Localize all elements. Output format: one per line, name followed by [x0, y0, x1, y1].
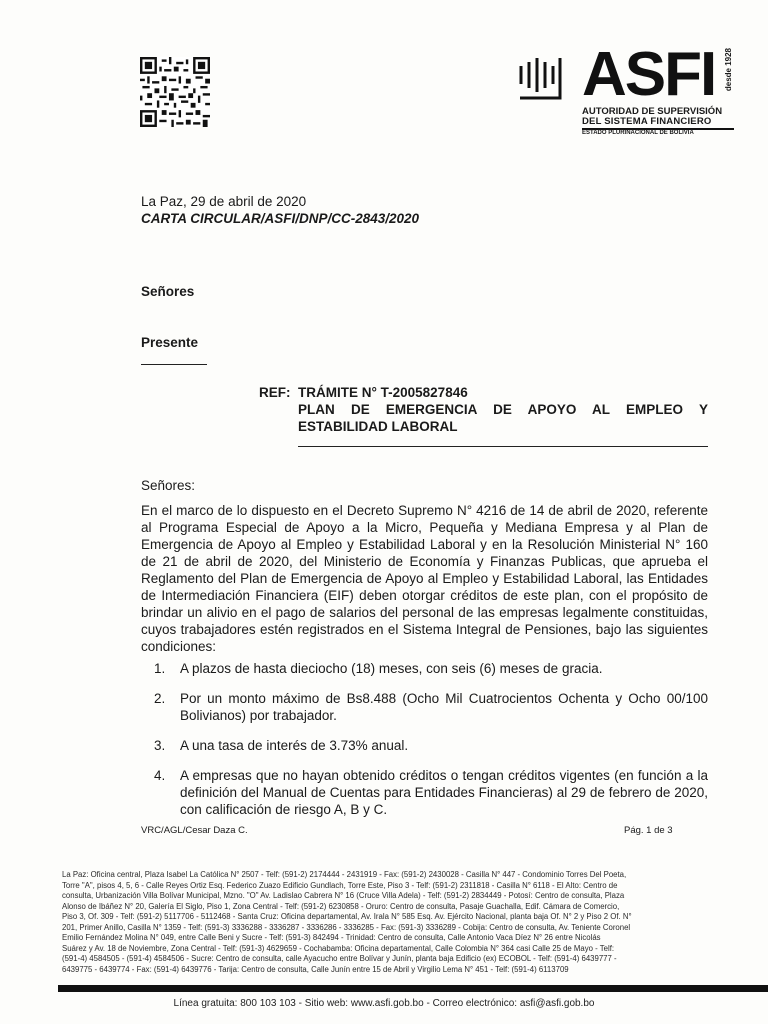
conditions-list: [141, 660, 708, 831]
list-item-text: A plazos de hasta dieciocho (18) meses, con seis (6) meses de gracia.: [180, 661, 603, 676]
footer-addresses: [62, 870, 768, 975]
circular-code: CARTA CIRCULAR/ASFI/DNP/CC-2843/2020: [141, 211, 420, 226]
logo-line2: DEL SISTEMA FINANCIERO: [582, 116, 712, 127]
ref-label: REF:: [259, 385, 291, 400]
list-item-number: 1.: [154, 661, 166, 676]
letter-date: La Paz, 29 de abril de 2020: [141, 194, 307, 209]
logo-since: desde 1928: [724, 48, 733, 92]
footer-line: 6439775 - 6439774 - Fax: (591-4) 6439776 - Tarija: Centro de consulta, Calle Junín entre 15 de Abril y Virgilio Lema N° 451 - Telf: (591-4) 6113709: [62, 964, 569, 974]
footer-line: Torre "A", pisos 4, 5, 6 - Calle Reyes Ortiz Esq. Federico Zuazo Edificio Gundlach, Torre Este, Piso 3 - Telf: (591-2) 2311818 - Casilla N° 6118 - El Alto: Centro de: [62, 880, 618, 890]
list-item-text: A una tasa de interés de 3.73% anual.: [180, 738, 409, 753]
ref-subject-line1: PLAN DE EMERGENCIA DE APOYO AL EMPLEO Y: [298, 402, 708, 417]
footer-line: La Paz: Oficina central, Plaza Isabel La Católica N° 2507 - Telf: (591-2) 2174444 - 2431919 - Fax: (591-2) 2430028 - Casilla N° 447 - Condominio Torres Del Poeta,: [62, 870, 627, 879]
salutation: Señores:: [141, 478, 196, 493]
list-item-number: 3.: [154, 738, 166, 753]
logo-line3: ESTADO PLURINACIONAL DE BOLIVIA: [582, 130, 694, 136]
logo-bars-icon: [518, 54, 578, 100]
list-item: [141, 767, 708, 818]
footer-bar: [58, 985, 768, 992]
ref-underline: [298, 446, 708, 447]
footer-line: (591-4) 4584505 - (591-4) 4584506 - Sucre: Centro de consulta, calle Ayacucho entre Bolívar y Junín, planta baja Edificio (ex) ECOBOL - Telf: (591-4) 6439777 -: [62, 954, 617, 963]
body-paragraph: En el marco de lo dispuesto en el Decreto Supremo N° 4216 de 14 de abril de 2020, referente al Programa Especial de Apoyo a la Micro, Pequeña y Mediana Empresa y al Plan de Emergencia de Apoyo al Empleo y Estabilidad Laboral y en la Resolución Ministerial N° 160 de 21 de abril de 2020, del Ministerio de Economía y Finanzas Publicas, que aprueba el Reglamento del Plan de Emergencia de Apoyo al Empleo y Estabilidad Laboral, las Entidades de Intermediación Financiera (EIF) deben otorgar créditos de este plan, con el propósito de brindar un alivio en el pago de salarios del personal de las empresas legalmente constituidas, cuyos trabajadores estén registrados en el Sistema Integral de Pensiones, bajo las siguientes condiciones:: [141, 503, 708, 654]
author-initials: VRC/AGL/Cesar Daza C.: [141, 825, 248, 836]
ref-subject-line2: ESTABILIDAD LABORAL: [298, 419, 458, 434]
footer-line: 201, Primer Anillo, Casilla N° 1359 - Telf: (591-3) 3336288 - 3336287 - 3336286 - 3336285 - Fax: (591-3) 3336289 - Cobija: Centro de consulta, Av. Teniente Coronel: [62, 922, 631, 932]
qr-code: [140, 54, 210, 130]
logo-wordmark: ASFI: [582, 40, 716, 109]
footer-line: Emilio Fernández Molina N° 049, entre Calle Beni y Sucre - Telf: (591-3) 842494 - Trinidad: Centro de consulta, Calle Antonio Vaca Díez N° 26 entre Nicolás: [62, 933, 601, 942]
page-number: Pág. 1 de 3: [624, 825, 673, 836]
footer-contact: Línea gratuita: 800 103 103 - Sitio web: www.asfi.gob.bo - Correo electrónico: asfi@asfi.gob.bo: [173, 998, 595, 1009]
list-item-text: A empresas que no hayan obtenido créditos o tengan créditos vigentes (en función a la definición del Manual de Cuentas para Entidades Financieras) al 29 de febrero de 2020, con calificación de riesgo A, B y C.: [180, 768, 708, 817]
list-item-text: Por un monto máximo de Bs8.488 (Ocho Mil Cuatrocientos Ochenta y Ocho 00/100 Bolivianos) por trabajador.: [180, 691, 708, 723]
presente: Presente: [141, 335, 199, 350]
footer-line: Piso 3, Of. 309 - Telf: (591-2) 5117706 - 5112468 - Santa Cruz: Oficina departamental, Av. Irala N° 585 Esq. Av. Ejército Nacional, planta baja Of. N° 2 y Piso 2 Of. N°: [62, 912, 632, 921]
ref-tramite: TRÁMITE N° T-2005827846: [298, 385, 468, 400]
list-item: [141, 737, 708, 754]
list-item: [141, 690, 708, 724]
logo-line1: AUTORIDAD DE SUPERVISIÓN: [582, 106, 723, 117]
asfi-logo: [518, 40, 740, 140]
list-item-number: 4.: [154, 768, 166, 783]
presente-underline: [141, 364, 207, 365]
addressee: Señores: [141, 284, 195, 299]
list-item: [141, 660, 708, 677]
footer-line: Alonso de Ibáñez N° 20, Galería El Siglo, Piso 1, Zona Central - Telf: (591-2) 6230858 - Oruro: Centro de consulta, Pasaje Guachalla, Edif. Cámara de Comercio,: [62, 901, 620, 911]
footer-line: consulta, Urbanización Villa Bolívar Municipal, Mzno. "O" Av. Ladislao Cabrera N° 16 (Cruce Villa Adela) - Telf: (591-2) 2834449 - Potosí: Centro de consulta, Plaza: [62, 891, 625, 900]
footer-line: Suárez y Av. 18 de Noviembre, Zona Central - Telf: (591-3) 4629659 - Cochabamba: Oficina departamental, Calle Colombia N° 364 casi Calle 25 de Mayo - Telf:: [62, 943, 615, 953]
list-item-number: 2.: [154, 691, 166, 706]
